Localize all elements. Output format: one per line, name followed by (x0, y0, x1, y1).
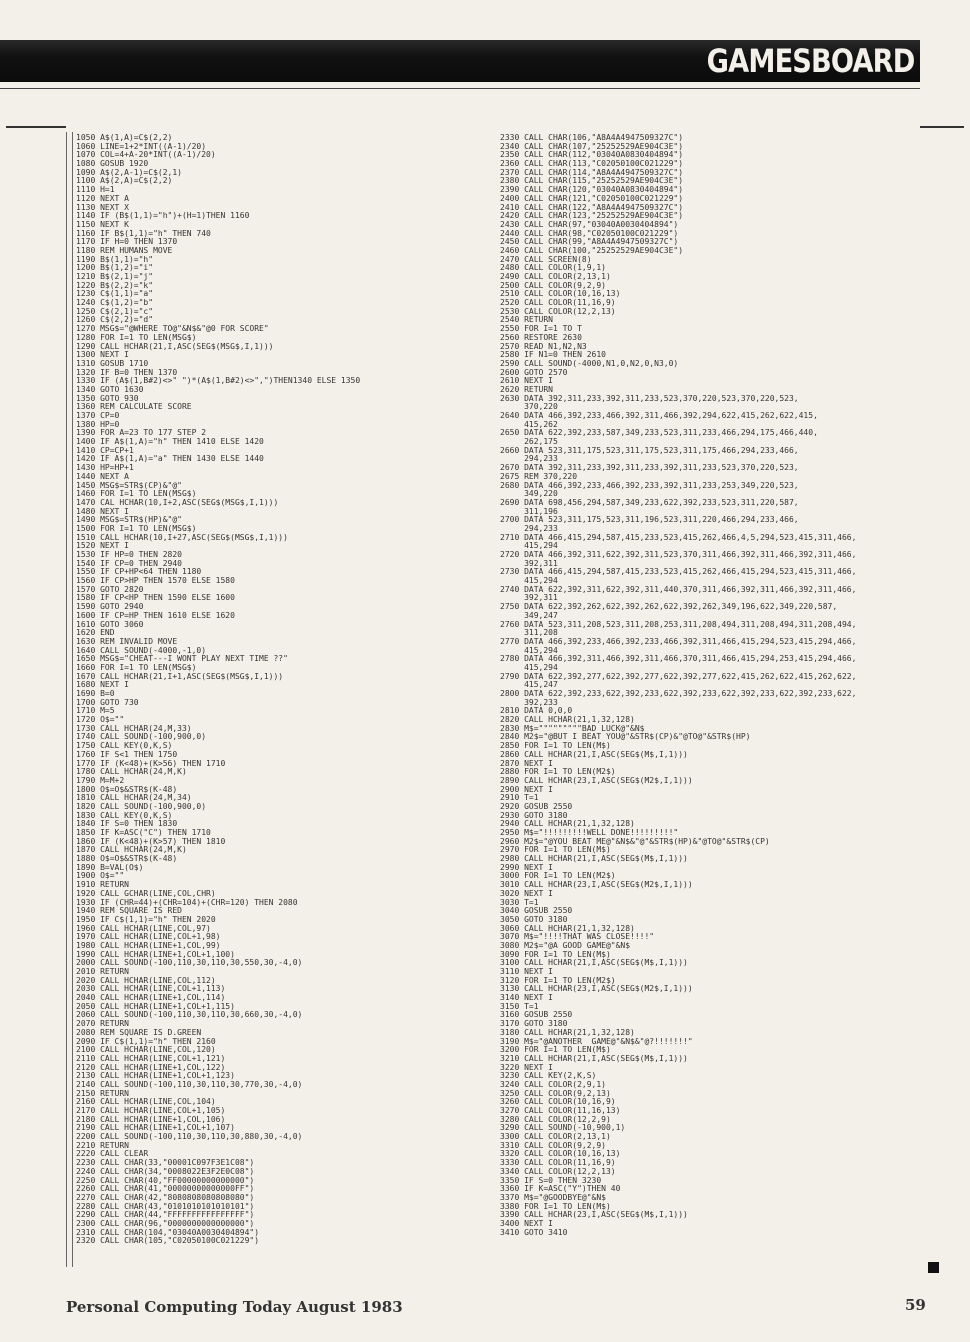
code-line: 1980 CALL HCHAR(LINE+1,COL,99) (76, 941, 221, 950)
code-line: 2650 DATA 622,392,233,587,349,233,523,311,233,466,294,175,466,440, (500, 429, 818, 438)
code-line: 2950 M$="!!!!!!!!!WELL DONE!!!!!!!!!" (500, 829, 679, 837)
code-line: 415,294 (500, 542, 558, 551)
code-line: 2250 CALL CHAR(40,"FF00000000000000") (76, 1176, 255, 1185)
code-line: 2730 DATA 466,415,294,587,415,233,523,415,262,466,415,294,523,415,311,466, (500, 568, 857, 577)
code-line: 415,294 (500, 577, 558, 586)
code-line: 1370 CP=0 (76, 412, 120, 420)
code-line: 294,233 (500, 524, 558, 533)
code-line: 3410 GOTO 3410 (500, 1228, 568, 1237)
footer-publication: Personal Computing Today August 1983 (66, 1298, 403, 1316)
code-line: 1180 REM HUMANS MOVE (76, 246, 173, 255)
code-line: 1510 CALL HCHAR(10,I+27,ASC(SEG$(MSG$,I,1))) (76, 533, 288, 542)
code-line: 392,311 (500, 559, 558, 568)
code-line: 2600 GOTO 2570 (500, 368, 568, 377)
code-line: 2890 CALL HCHAR(23,I,ASC(SEG$(M2$,I,1))) (500, 776, 693, 785)
code-line: 2180 CALL HCHAR(LINE+1,COL,106) (76, 1115, 226, 1124)
code-line: 3070 M$="!!!!THAT WAS CLOSE!!!!" (500, 933, 655, 942)
code-line: 1550 IF CP+HP<64 THEN 1180 (76, 568, 202, 577)
code-line: 1460 FOR I=1 TO LEN(MSG$) (76, 490, 197, 499)
code-line: 1710 M=5 (76, 707, 115, 716)
code-line: 1480 NEXT I (76, 507, 129, 516)
code-line: 2700 DATA 523,311,175,523,311,196,523,311,220,466,294,233,466, (500, 516, 799, 525)
code-line: 2620 RETURN (500, 385, 553, 394)
code-line: 2140 CALL SOUND(-100,110,30,110,30,770,30,-4,0) (76, 1080, 303, 1089)
code-line: 1110 H=1 (76, 186, 115, 195)
code-line: 2080 REM SQUARE IS D.GREEN (76, 1028, 202, 1037)
code-line: 2960 M2$="@YOU BEAT ME@"&N$&"@"&STR$(HP)&"@TO@"&STR$(CP) (500, 837, 770, 846)
code-line: 1720 O$="" (76, 716, 125, 725)
code-line: 1850 IF K=ASC("C") THEN 1710 (76, 829, 211, 837)
code-line: 2860 CALL HCHAR(21,I,ASC(SEG$(M$,I,1))) (500, 750, 688, 759)
code-line: 3010 CALL HCHAR(23,I,ASC(SEG$(M2$,I,1))) (500, 881, 693, 890)
code-line: 2120 CALL HCHAR(LINE+1,COL,122) (76, 1063, 226, 1072)
code-line: 349,220 (500, 490, 558, 499)
code-line: 2130 CALL HCHAR(LINE+1,COL+1,123) (76, 1072, 235, 1081)
code-line: 2670 DATA 392,311,233,392,311,233,392,311,233,523,370,220,523, (500, 464, 799, 473)
code-line: 3330 CALL COLOR(11,16,9) (500, 1159, 616, 1168)
code-line: 1670 CALL HCHAR(21,I+1,ASC(SEG$(MSG$,I,1))) (76, 672, 284, 681)
code-line: 1780 CALL HCHAR(24,M,K) (76, 768, 187, 777)
code-line: 2370 CALL CHAR(114,"A8A4A4947509327C") (500, 168, 684, 177)
code-line: 2790 DATA 622,392,277,622,392,277,622,392,277,622,415,262,622,415,262,622, (500, 672, 857, 681)
section-banner (0, 40, 920, 82)
code-line: 3080 M2$="@A GOOD GAME@"&N$ (500, 941, 631, 950)
code-line: 1820 CALL SOUND(-100,900,0) (76, 802, 207, 811)
code-line: 3190 M$="@ANOTHER GAME@"&N$&"@?!!!!!!!" (500, 1037, 693, 1046)
code-line: 1350 GOTO 930 (76, 394, 139, 403)
code-line: 1630 REM INVALID MOVE (76, 637, 178, 646)
code-line: 3060 CALL HCHAR(21,1,32,128) (500, 924, 635, 933)
code-line: 2830 M$="""""""""BAD LUCK@"&N$ (500, 724, 645, 733)
code-line: 2350 CALL CHAR(112,"03040A0830404894") (500, 151, 684, 160)
code-line: 2030 CALL HCHAR(LINE,COL+1,113) (76, 985, 226, 994)
code-line: 1420 IF A$(1,A)="a" THEN 1430 ELSE 1440 (76, 455, 264, 464)
code-line: 3320 CALL COLOR(10,16,13) (500, 1150, 621, 1159)
code-line: 3220 NEXT I (500, 1063, 553, 1072)
code-line: 2810 DATA 0,0,0 (500, 707, 573, 716)
code-line: 1280 FOR I=1 TO LEN(MSG$) (76, 333, 197, 342)
code-line: 1320 IF B=0 THEN 1370 (76, 368, 178, 377)
code-line: 2780 DATA 466,392,311,466,392,311,466,370,311,466,415,294,253,415,294,466, (500, 655, 857, 664)
code-line: 2630 DATA 392,311,233,392,311,233,523,370,220,523,370,220,523, (500, 394, 799, 403)
code-line: 2400 CALL CHAR(121,"C02050100C021229") (500, 194, 684, 203)
code-line: 1870 CALL HCHAR(24,M,K) (76, 846, 187, 855)
code-line: 2930 GOTO 3180 (500, 811, 568, 820)
code-line: 2100 CALL HCHAR(LINE,COL,120) (76, 1046, 216, 1055)
code-line: 1580 IF CP<HP THEN 1590 ELSE 1600 (76, 594, 235, 603)
code-line: 1440 NEXT A (76, 472, 129, 481)
code-line: 2310 CALL CHAR(104,"03040A0030404894") (76, 1228, 260, 1237)
code-line: 2470 CALL SCREEN(8) (500, 255, 592, 264)
code-line: 2500 CALL COLOR(9,2,9) (500, 281, 606, 290)
code-line: 3170 GOTO 3180 (500, 1020, 568, 1029)
code-line: 2520 CALL COLOR(11,16,9) (500, 299, 616, 308)
code-line: 1300 NEXT I (76, 351, 129, 360)
code-line: 3040 GOSUB 2550 (500, 907, 573, 916)
code-line: 3200 FOR I=1 TO LEN(M$) (500, 1046, 611, 1055)
code-line: 2420 CALL CHAR(123,"25252529AE904C3E") (500, 212, 684, 221)
code-line: 2010 RETURN (76, 968, 129, 976)
code-line: 1150 NEXT K (76, 220, 129, 229)
code-line: 3280 CALL COLOR(12,2,9) (500, 1115, 611, 1124)
code-line: 1840 IF S=0 THEN 1830 (76, 820, 178, 829)
code-line: 1760 IF S<1 THEN 1750 (76, 750, 178, 759)
code-line: 1190 B$(1,1)="h" (76, 255, 154, 264)
code-line: 3260 CALL COLOR(10,16,9) (500, 1098, 616, 1107)
code-line: 3130 CALL HCHAR(23,I,ASC(SEG$(M2$,I,1))) (500, 985, 693, 994)
code-line: 2750 DATA 622,392,262,622,392,262,622,392,262,349,196,622,349,220,587, (500, 603, 838, 612)
code-line: 2910 T=1 (500, 794, 539, 803)
code-line: 3360 IF K=ASC("Y")THEN 40 (500, 1185, 621, 1194)
code-line: 2530 CALL COLOR(12,2,13) (500, 307, 616, 316)
code-line: 1600 IF CP=HP THEN 1610 ELSE 1620 (76, 611, 235, 620)
code-line: 3250 CALL COLOR(9,2,13) (500, 1089, 611, 1098)
code-line: 3020 NEXT I (500, 889, 553, 898)
code-line: 2690 DATA 698,456,294,587,349,233,622,392,233,523,311,220,587, (500, 498, 799, 507)
section-title: GAMESBOARD (706, 42, 914, 80)
code-line: 1800 O$=O$&STR$(K-48) (76, 785, 178, 794)
code-line: 1240 C$(1,2)="b" (76, 299, 154, 308)
code-line: 1920 CALL GCHAR(LINE,COL,CHR) (76, 889, 216, 898)
code-line: 2160 CALL HCHAR(LINE,COL,104) (76, 1098, 216, 1107)
code-line: 1200 B$(1,2)="i" (76, 264, 154, 273)
code-line: 1680 NEXT I (76, 681, 129, 690)
code-line: 1070 COL=4+A-20*INT((A-1)/20) (76, 151, 216, 160)
code-line: 2240 CALL CHAR(34,"0008022E3F2E0C08") (76, 1167, 255, 1176)
code-line: 2870 NEXT I (500, 759, 553, 768)
code-line: 1360 REM CALCULATE SCORE (76, 403, 192, 412)
code-line: 2710 DATA 466,415,294,587,415,233,523,415,262,466,4,5,294,523,415,311,466, (500, 533, 857, 542)
code-line: 2390 CALL CHAR(120,"03040A0830404894") (500, 186, 684, 195)
code-line: 1990 CALL HCHAR(LINE+1,COL+1,100) (76, 950, 235, 959)
code-line: 1880 O$=O$&STR$(K-48) (76, 855, 178, 864)
code-line: 2450 CALL CHAR(99,"A8A4A4947509327C") (500, 238, 679, 247)
code-line: 1490 MSG$=STR$(HP)&"@" (76, 516, 182, 525)
code-line: 2340 CALL CHAR(107,"25252529AE904C3E") (500, 142, 684, 151)
code-line: 1050 A$(1,A)=C$(2,2) (76, 134, 173, 142)
code-line: 1940 REM SQUARE IS RED (76, 907, 182, 916)
code-line: 2150 RETURN (76, 1089, 129, 1098)
code-line: 262,175 (500, 438, 558, 447)
column-rule-right (920, 126, 964, 128)
code-line: 2510 CALL COLOR(10,16,13) (500, 290, 621, 299)
code-line: 3120 FOR I=1 TO LEN(M2$) (500, 976, 616, 985)
code-line: 3050 GOTO 3180 (500, 915, 568, 924)
code-line: 2210 RETURN (76, 1141, 129, 1150)
code-line: 294,233 (500, 455, 558, 464)
code-line: 2020 CALL HCHAR(LINE,COL,112) (76, 976, 216, 985)
code-line: 2300 CALL CHAR(96,"0000000000000000") (76, 1219, 255, 1228)
code-line: 3230 CALL KEY(2,K,S) (500, 1072, 597, 1081)
code-line: 2610 NEXT I (500, 377, 553, 386)
code-line: 3310 CALL COLOR(9,2,9) (500, 1141, 606, 1150)
code-line: 2460 CALL CHAR(100,"25252529AE904C3E") (500, 246, 684, 255)
code-line: 1230 C$(1,1)="a" (76, 290, 154, 299)
code-line: 2920 GOSUB 2550 (500, 802, 573, 811)
code-line: 2760 DATA 523,311,208,523,311,208,253,311,208,494,311,208,494,311,208,494, (500, 620, 857, 629)
code-line: 1690 B=0 (76, 690, 115, 698)
code-line: 2290 CALL CHAR(44,"FFFFFFFFFFFFFFFF") (76, 1211, 255, 1220)
program-listing-left (76, 134, 486, 1246)
code-line: 1450 MSG$=STR$(CP)&"@" (76, 481, 182, 490)
code-line: 1770 IF (K<48)+(K>56) THEN 1710 (76, 759, 226, 768)
code-line: 1500 FOR I=1 TO LEN(MSG$) (76, 524, 197, 533)
code-line: 2430 CALL CHAR(97,"03040A0030404894") (500, 220, 679, 229)
code-line: 2320 CALL CHAR(105,"C02050100C021229") (76, 1237, 260, 1246)
end-of-article-mark (928, 1262, 939, 1273)
code-line: 2640 DATA 466,392,233,466,392,311,466,392,294,622,415,262,622,415, (500, 412, 818, 420)
code-line: 1890 B=VAL(O$) (76, 863, 144, 872)
code-line: 2220 CALL CLEAR (76, 1150, 149, 1159)
code-line: 2990 NEXT I (500, 863, 553, 872)
code-line: 3100 CALL HCHAR(21,I,ASC(SEG$(M$,I,1))) (500, 959, 688, 968)
code-line: 3110 NEXT I (500, 968, 553, 976)
code-line: 415,294 (500, 646, 558, 655)
code-line: 2440 CALL CHAR(98,"C02050100C021229") (500, 229, 679, 238)
code-line: 1700 GOTO 730 (76, 698, 139, 707)
code-line: 2580 IF N1=0 THEN 2610 (500, 351, 606, 360)
header-rule (0, 88, 920, 89)
code-line: 1340 GOTO 1630 (76, 385, 144, 394)
code-line: 3380 FOR I=1 TO LEN(M$) (500, 1202, 611, 1211)
code-line: 1210 B$(2,1)="j" (76, 273, 154, 281)
code-line: 2380 CALL CHAR(115,"25252529AE904C3E") (500, 177, 684, 186)
code-line: 1390 FOR A=23 TO 177 STEP 2 (76, 429, 207, 438)
code-line: 1120 NEXT A (76, 194, 129, 203)
code-line: 2090 IF C$(1,1)="h" THEN 2160 (76, 1037, 216, 1046)
code-line: 3370 M$="@GOODBYE@"&N$ (500, 1193, 606, 1202)
code-line: 1950 IF C$(1,1)="h" THEN 2020 (76, 915, 216, 924)
code-line: 2840 M2$="@BUT I BEAT YOU@"&STR$(CP)&"@TO@"&STR$(HP) (500, 733, 751, 742)
code-line: 2280 CALL CHAR(43,"0101010101010101") (76, 1202, 255, 1211)
code-line: 1910 RETURN (76, 881, 129, 890)
column-rule-left (6, 126, 66, 128)
code-line: 1540 IF CP=0 THEN 2940 (76, 559, 182, 568)
code-line: 1530 IF HP=0 THEN 2820 (76, 551, 182, 559)
code-line: 2900 NEXT I (500, 785, 553, 794)
code-line: 1810 CALL HCHAR(24,M,34) (76, 794, 192, 803)
code-line: 392,311 (500, 594, 558, 603)
code-line: 2540 RETURN (500, 316, 553, 325)
code-line: 2570 READ N1,N2,N3 (500, 342, 587, 351)
code-line: 2330 CALL CHAR(106,"A8A4A4947509327C") (500, 134, 684, 142)
code-line: 3090 FOR I=1 TO LEN(M$) (500, 950, 611, 959)
code-line: 2560 RESTORE 2630 (500, 333, 582, 342)
code-line: 2410 CALL CHAR(122,"A8A4A4947509327C") (500, 203, 684, 212)
code-line: 1970 CALL HCHAR(LINE,COL+1,98) (76, 933, 221, 942)
code-line: 1860 IF (K<48)+(K>57) THEN 1810 (76, 837, 226, 846)
code-line: 1270 MSG$="@WHERE TO@"&N$&"@0 FOR SCORE" (76, 325, 269, 334)
code-line: 1830 CALL KEY(0,K,S) (76, 811, 173, 820)
code-line: 392,233 (500, 698, 558, 707)
code-line: 2050 CALL HCHAR(LINE+1,COL+1,115) (76, 1002, 235, 1011)
code-line: 2480 CALL COLOR(1,9,1) (500, 264, 606, 273)
code-line: 3400 NEXT I (500, 1219, 553, 1228)
code-line: 1590 GOTO 2940 (76, 603, 144, 612)
code-line: 2940 CALL HCHAR(21,1,32,128) (500, 820, 635, 829)
code-line: 1250 C$(2,1)="c" (76, 307, 154, 316)
code-line: 1430 HP=HP+1 (76, 464, 134, 473)
code-line: 2040 CALL HCHAR(LINE+1,COL,114) (76, 994, 226, 1003)
code-line: 2110 CALL HCHAR(LINE,COL+1,121) (76, 1054, 226, 1063)
code-line: 1640 CALL SOUND(-4000,-1,0) (76, 646, 207, 655)
code-line: 3030 T=1 (500, 898, 539, 907)
code-line: 1660 FOR I=1 TO LEN(MSG$) (76, 663, 197, 672)
code-line: 2000 CALL SOUND(-100,110,30,110,30,550,30,-4,0) (76, 959, 303, 968)
code-line: 1410 CP=CP+1 (76, 446, 134, 455)
code-line: 2070 RETURN (76, 1020, 129, 1029)
code-line: 1620 END (76, 629, 115, 638)
code-line: 3390 CALL HCHAR(23,I,ASC(SEG$(M$,I,1))) (500, 1211, 688, 1220)
code-line: 1100 A$(2,A)=C$(2,2) (76, 177, 173, 186)
code-line: 311,196 (500, 507, 558, 516)
code-line: 2590 CALL SOUND(-4000,N1,0,N2,0,N3,0) (500, 359, 679, 368)
code-line: 3270 CALL COLOR(11,16,13) (500, 1107, 621, 1115)
code-line: 3340 CALL COLOR(12,2,13) (500, 1167, 616, 1176)
code-line: 1750 CALL KEY(0,K,S) (76, 742, 173, 751)
code-line: 2770 DATA 466,392,233,466,392,233,466,392,311,466,415,294,523,415,294,466, (500, 637, 857, 646)
code-line: 1900 O$="" (76, 872, 125, 881)
code-line: 1080 GOSUB 1920 (76, 160, 149, 169)
code-line: 1730 CALL HCHAR(24,M,33) (76, 724, 192, 733)
code-line: 2190 CALL HCHAR(LINE+1,COL+1,107) (76, 1124, 235, 1133)
code-line: 1520 NEXT I (76, 542, 129, 551)
code-line: 2360 CALL CHAR(113,"C02050100C021229") (500, 160, 684, 169)
code-line: 2980 CALL HCHAR(21,I,ASC(SEG$(M$,I,1))) (500, 855, 688, 864)
code-line: 2850 FOR I=1 TO LEN(M$) (500, 742, 611, 751)
code-line: 2170 CALL HCHAR(LINE,COL+1,105) (76, 1107, 226, 1115)
code-line: 2270 CALL CHAR(42,"8080808080808080") (76, 1193, 255, 1202)
code-line: 3300 CALL COLOR(2,13,1) (500, 1133, 611, 1142)
code-line: 1790 M=M+2 (76, 776, 125, 785)
code-line: 1260 C$(2,2)="d" (76, 316, 154, 325)
code-line: 2820 CALL HCHAR(21,1,32,128) (500, 716, 635, 725)
code-line: 415,262 (500, 420, 558, 429)
code-line: 3150 T=1 (500, 1002, 539, 1011)
code-line: 2880 FOR I=1 TO LEN(M2$) (500, 768, 616, 777)
code-line: 1160 IF B$(1,1)="h" THEN 740 (76, 229, 211, 238)
code-line: 3000 FOR I=1 TO LEN(M2$) (500, 872, 616, 881)
code-line: 2200 CALL SOUND(-100,110,30,110,30,880,30,-4,0) (76, 1133, 303, 1142)
code-line: 370,220 (500, 403, 558, 412)
code-line: 2260 CALL CHAR(41,"00000000000000FF") (76, 1185, 255, 1194)
code-line: 1400 IF A$(1,A)="h" THEN 1410 ELSE 1420 (76, 438, 264, 447)
code-line: 415,247 (500, 681, 558, 690)
code-line: 2490 CALL COLOR(2,13,1) (500, 273, 611, 281)
code-line: 1310 GOSUB 1710 (76, 359, 149, 368)
code-line: 1470 CAL HCHAR(10,I+2,ASC(SEG$(MSG$,I,1))) (76, 498, 279, 507)
code-line: 1960 CALL HCHAR(LINE,COL,97) (76, 924, 211, 933)
code-line: 2230 CALL CHAR(33,"00001C097F3E1C08") (76, 1159, 255, 1168)
program-listing-right (500, 134, 905, 1237)
code-line: 1170 IF H=0 THEN 1370 (76, 238, 178, 247)
code-line: 1140 IF (B$(1,1)="h")+(H=1)THEN 1160 (76, 212, 250, 221)
code-line: 2550 FOR I=1 TO T (500, 325, 582, 334)
code-line: 3350 IF S=0 THEN 3230 (500, 1176, 602, 1185)
code-line: 1560 IF CP>HP THEN 1570 ELSE 1580 (76, 577, 235, 586)
code-line: 3140 NEXT I (500, 994, 553, 1003)
code-line: 1650 MSG$="CHEAT---I WONT PLAY NEXT TIME ??" (76, 655, 288, 664)
code-line: 2660 DATA 523,311,175,523,311,175,523,311,175,466,294,233,466, (500, 446, 799, 455)
code-line: 311,208 (500, 629, 558, 638)
code-line: 1930 IF (CHR=44)+(CHR=104)+(CHR=120) THEN 2080 (76, 898, 298, 907)
code-line: 1060 LINE=1+2*INT((A-1)/20) (76, 142, 207, 151)
code-line: 2970 FOR I=1 TO LEN(M$) (500, 846, 611, 855)
code-line: 2740 DATA 622,392,311,622,392,311,440,370,311,466,392,311,466,392,311,466, (500, 585, 857, 594)
code-line: 1380 HP=0 (76, 420, 120, 429)
code-line: 3210 CALL HCHAR(21,I,ASC(SEG$(M$,I,1))) (500, 1054, 688, 1063)
code-line: 2680 DATA 466,392,233,466,392,233,392,311,233,253,349,220,523, (500, 481, 799, 490)
code-line: 1290 CALL HCHAR(21,I,ASC(SEG$(MSG$,I,1))) (76, 342, 274, 351)
code-line: 1330 IF (A$(1,B#2)<>" ")*(A$(1,B#2)<>",")THEN1340 ELSE 1350 (76, 377, 361, 386)
margin-rule-inner (72, 132, 73, 1267)
code-line: 1130 NEXT X (76, 203, 129, 212)
code-line: 1090 A$(2,A-1)=C$(2,1) (76, 168, 182, 177)
code-line: 3240 CALL COLOR(2,9,1) (500, 1080, 606, 1089)
code-line: 3290 CALL SOUND(-10,900,1) (500, 1124, 626, 1133)
code-line: 349,247 (500, 611, 558, 620)
code-line: 3160 GOSUB 2550 (500, 1011, 573, 1020)
code-line: 415,294 (500, 663, 558, 672)
code-line: 1740 CALL SOUND(-100,900,0) (76, 733, 207, 742)
code-line: 2720 DATA 466,392,311,622,392,311,523,370,311,466,392,311,466,392,311,466, (500, 551, 857, 559)
page-number: 59 (905, 1296, 926, 1314)
code-line: 2675 REM 370,220 (500, 472, 578, 481)
code-line: 2060 CALL SOUND(-100,110,30,110,30,660,30,-4,0) (76, 1011, 303, 1020)
code-line: 2800 DATA 622,392,233,622,392,233,622,392,233,622,392,233,622,392,233,622, (500, 690, 857, 698)
code-line: 1570 GOTO 2820 (76, 585, 144, 594)
code-line: 1220 B$(2,2)="k" (76, 281, 154, 290)
code-line: 3180 CALL HCHAR(21,1,32,128) (500, 1028, 635, 1037)
code-line: 1610 GOTO 3060 (76, 620, 144, 629)
margin-rule-outer (66, 132, 67, 1267)
